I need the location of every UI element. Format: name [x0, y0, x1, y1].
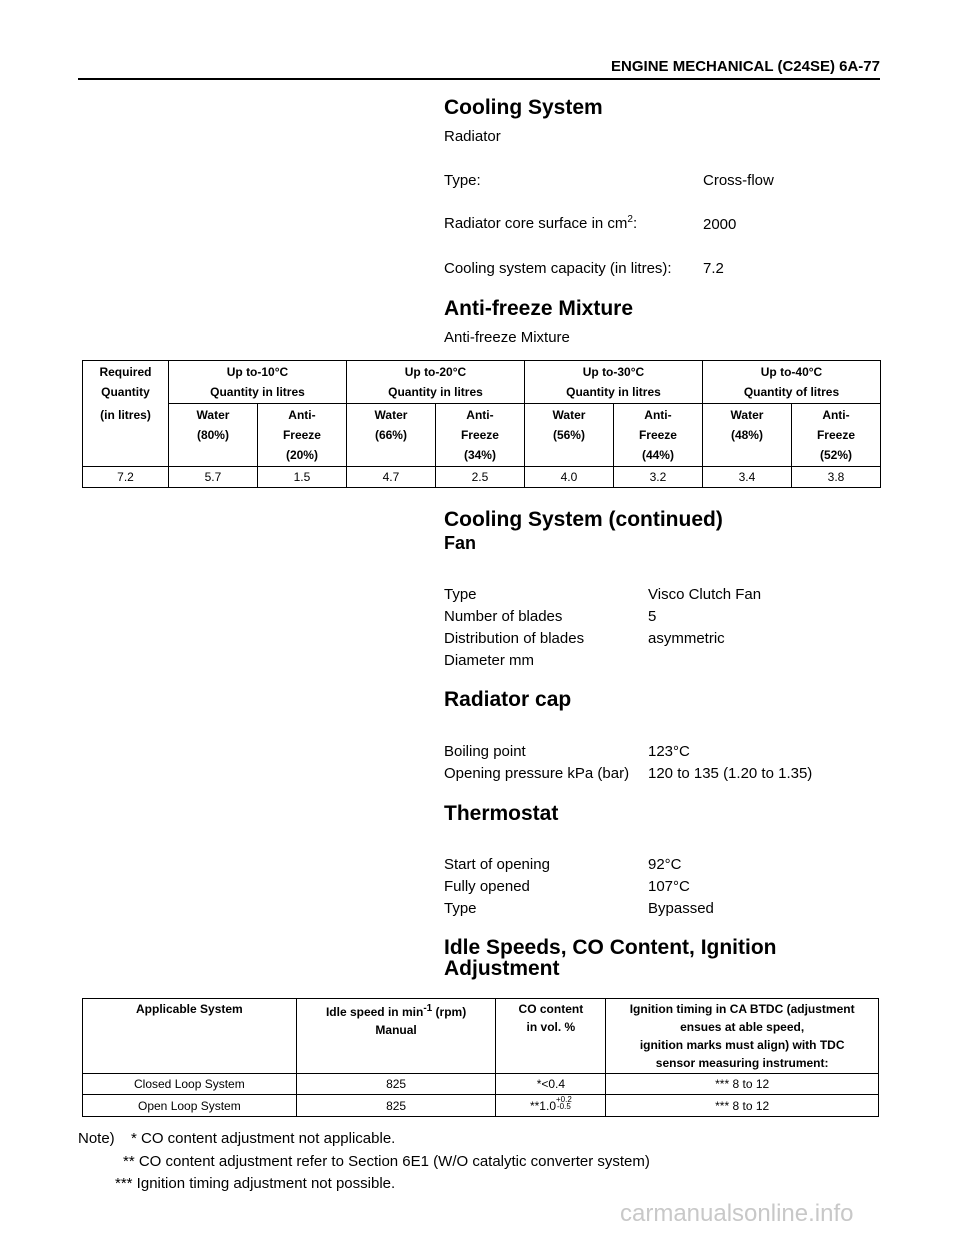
- fan-diameter-label: Diameter mm: [444, 652, 535, 669]
- table-cell: Open Loop System: [83, 1095, 297, 1117]
- table-cell: 1.5: [257, 467, 346, 488]
- anti-header-10: Anti- Freeze (20%): [257, 404, 346, 467]
- table-cell: Closed Loop System: [83, 1074, 297, 1095]
- fan-type-label: Type: [444, 586, 477, 603]
- co-content-header: CO content in vol. %: [496, 999, 606, 1074]
- ignition-timing-header: Ignition timing in CA BTDC (adjustment ensues at able speed, ignition marks must align) with TDC sensor measuring instrument:: [606, 999, 879, 1074]
- antifreeze-heading: Anti-freeze Mixture: [444, 297, 634, 320]
- table-cell: 2.5: [435, 467, 524, 488]
- fan-distribution-label: Distribution of blades: [444, 630, 585, 647]
- antifreeze-table: [82, 360, 881, 488]
- fan-type-value: Visco Clutch Fan: [648, 586, 762, 603]
- start-opening-label: Start of opening: [444, 856, 550, 873]
- anti-header-40: Anti- Freeze (52%): [791, 404, 880, 467]
- table-cell: 825: [296, 1095, 496, 1117]
- antifreeze-subheader-row: [83, 404, 881, 467]
- idle-speed-header: Idle speed in $\min^{-1} (rpm)$ Manual: [296, 999, 496, 1074]
- opening-pressure-label: Opening pressure kPa (bar): [444, 765, 630, 782]
- required-litres-header: (in litres): [83, 404, 169, 467]
- note-3: *** Ignition timing adjustment not possible.: [115, 1175, 396, 1192]
- radiator-type-label: Type:: [444, 172, 481, 189]
- anti-header-20: Anti- Freeze (34%): [435, 404, 524, 467]
- table-cell: 5.7: [168, 467, 257, 488]
- cooling-capacity-value: 7.2: [703, 260, 724, 277]
- thermostat-type-value: Bypassed: [648, 900, 714, 917]
- fully-opened-value: 107°C: [648, 878, 690, 895]
- anti-header-30: Anti- Freeze (44%): [613, 404, 702, 467]
- group-header-10: Up to-10°C Quantity in litres: [168, 361, 346, 404]
- fully-opened-label: Fully opened: [444, 878, 530, 895]
- opening-pressure-value: 120 to 135 (1.20 to 1.35): [648, 765, 813, 782]
- radiator-subheading: Radiator: [444, 128, 501, 145]
- table-cell: *** 8 to 12: [606, 1095, 879, 1117]
- thermostat-type-label: Type: [444, 900, 477, 917]
- cooling-continued-heading: Cooling System (continued): [444, 508, 723, 531]
- radiator-type-value: Cross-flow: [703, 172, 774, 189]
- applicable-system-header: Applicable System: [83, 999, 297, 1074]
- table-cell: 825: [296, 1074, 496, 1095]
- water-header-20: Water (66%): [346, 404, 435, 467]
- cooling-system-heading: Cooling System: [444, 96, 603, 119]
- idle-speeds-heading: Idle Speeds, CO Content, Ignition Adjustment: [444, 936, 777, 980]
- required-quantity-header: Required Quantity: [83, 361, 169, 404]
- note-prefix: Note): [78, 1130, 115, 1147]
- table-cell: 3.4: [702, 467, 791, 488]
- boiling-point-value: 123°C: [648, 743, 690, 760]
- water-header-40: Water (48%): [702, 404, 791, 467]
- idle-speeds-table: [82, 998, 879, 1117]
- table-row: [83, 1095, 879, 1117]
- fan-blades-label: Number of blades: [444, 608, 563, 625]
- table-cell: 4.7: [346, 467, 435, 488]
- water-header-30: Water (56%): [524, 404, 613, 467]
- table-cell: 3.8: [791, 467, 880, 488]
- table-cell: *<0.4: [496, 1074, 606, 1095]
- table-cell: *** 8 to 12: [606, 1074, 879, 1095]
- radiator-core-label: Radiator core surface in $cm^2$:: [444, 214, 638, 232]
- watermark: carmanualsonline.info: [620, 1200, 854, 1227]
- water-header-10: Water (80%): [168, 404, 257, 467]
- table-cell: 3.2: [613, 467, 702, 488]
- antifreeze-value-row: [83, 467, 881, 488]
- radiator-core-value: 2000: [703, 216, 737, 233]
- boiling-point-label: Boiling point: [444, 743, 526, 760]
- note-1: * CO content adjustment not applicable.: [131, 1130, 396, 1147]
- idle-header-row: [83, 999, 879, 1074]
- fan-blades-value: 5: [648, 608, 657, 625]
- fan-distribution-value: asymmetric: [648, 630, 725, 647]
- table-cell: 4.0: [524, 467, 613, 488]
- antifreeze-header-row: [83, 361, 881, 404]
- table-cell: 7.2: [83, 467, 169, 488]
- table-cell: **1.0 +0.2 -0.5: [496, 1095, 606, 1117]
- cooling-capacity-label: Cooling system capacity (in litres):: [444, 260, 672, 277]
- thermostat-heading: Thermostat: [444, 802, 559, 825]
- antifreeze-subheading: Anti-freeze Mixture: [444, 329, 570, 346]
- table-row: [83, 1074, 879, 1095]
- note-2: ** CO content adjustment refer to Section 6E1 (W/O catalytic converter system): [123, 1153, 650, 1170]
- group-header-20: Up to-20°C Quantity in litres: [346, 361, 524, 404]
- start-opening-value: 92°C: [648, 856, 682, 873]
- group-header-40: Up to-40°C Quantity of litres: [702, 361, 880, 404]
- radiator-cap-heading: Radiator cap: [444, 688, 572, 711]
- fan-subheading: Fan: [444, 533, 477, 553]
- group-header-30: Up to-30°C Quantity in litres: [524, 361, 702, 404]
- page-header: ENGINE MECHANICAL (C24SE) 6A-77: [78, 58, 880, 80]
